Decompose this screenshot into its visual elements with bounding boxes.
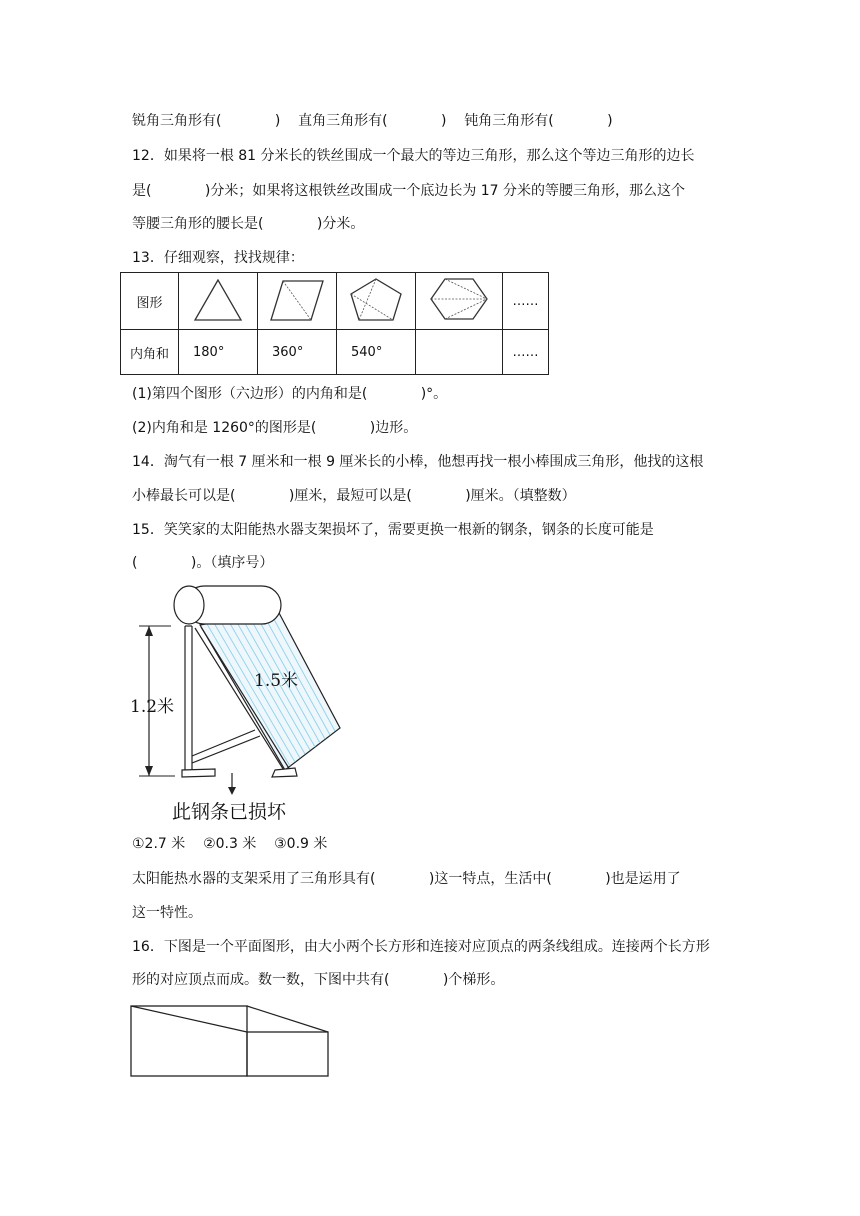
polygon-table	[120, 272, 549, 375]
q15-line-1: 15．笑笑家的太阳能热水器支架损坏了，需要更换一根新的钢条，钢条的长度可能是	[132, 522, 654, 538]
pentagon-shape	[346, 274, 406, 324]
pentagon-cell	[337, 273, 416, 330]
q14-line-1: 14．淘气有一根 7 厘米和一根 9 厘米长的小棒，他想再找一根小棒围成三角形，他找的这根	[132, 454, 704, 470]
angle-sum-quadrilateral: 360°	[258, 330, 337, 375]
q12-line-3: 等腰三角形的腰长是( )分米。	[132, 216, 365, 232]
ellipsis-cell-2: ……	[503, 330, 549, 375]
parallelogram-cell	[258, 273, 337, 330]
q12-line-2: 是( )分米；如果将这根铁丝改围成一个底边长为 17 分米的等腰三角形，那么这个	[132, 183, 686, 199]
q13-title: 13．仔细观察，找找规律：	[132, 250, 304, 266]
angle-sum-triangle: 180°	[179, 330, 258, 375]
triangle-shape	[188, 274, 248, 324]
rectangles-figure	[128, 1002, 334, 1078]
angle-sum-hexagon	[416, 330, 503, 375]
row-label-angle-sum: 内角和	[121, 330, 179, 375]
q15-line-3: 太阳能热水器的支架采用了三角形具有( )这一特点，生活中( )也是运用了	[132, 871, 681, 887]
panel-length-label: 1.5米	[254, 671, 299, 691]
q12-line-1: 12．如果将一根 81 分米长的铁丝围成一个最大的等边三角形，那么这个等边三角形的边长	[132, 148, 695, 164]
q13-part-2: (2)内角和是 1260°的图形是( )边形。	[132, 420, 418, 436]
q13-part-1: (1)第四个图形（六边形）的内角和是( )°。	[132, 386, 448, 402]
q15-line-2: ( )。（填序号）	[132, 555, 274, 571]
q14-line-2: 小棒最长可以是( )厘米，最短可以是( )厘米。（填整数）	[132, 488, 576, 504]
broken-bar-caption: 此钢条已损坏	[172, 801, 287, 823]
angle-sum-pentagon: 540°	[337, 330, 416, 375]
ellipsis-cell-1: ……	[503, 273, 549, 330]
q15-options: ①2.7 米 ②0.3 米 ③0.9 米	[132, 836, 328, 852]
q16-line-1: 16．下图是一个平面图形，由大小两个长方形和连接对应顶点的两条线组成。连接两个长方形	[132, 939, 710, 955]
q16-line-2: 形的对应顶点而成。数一数，下图中共有( )个梯形。	[132, 972, 505, 988]
triangle-cell	[179, 273, 258, 330]
q11-answer-line: 锐角三角形有( ) 直角三角形有( ) 钝角三角形有( )	[132, 113, 613, 129]
height-label: 1.2米	[130, 697, 175, 717]
hexagon-shape	[425, 274, 493, 324]
hexagon-cell	[416, 273, 503, 330]
row-label-shape: 图形	[121, 273, 179, 330]
q15-line-4: 这一特性。	[132, 905, 202, 921]
parallelogram-shape	[267, 274, 327, 324]
solar-heater-figure	[125, 580, 355, 795]
